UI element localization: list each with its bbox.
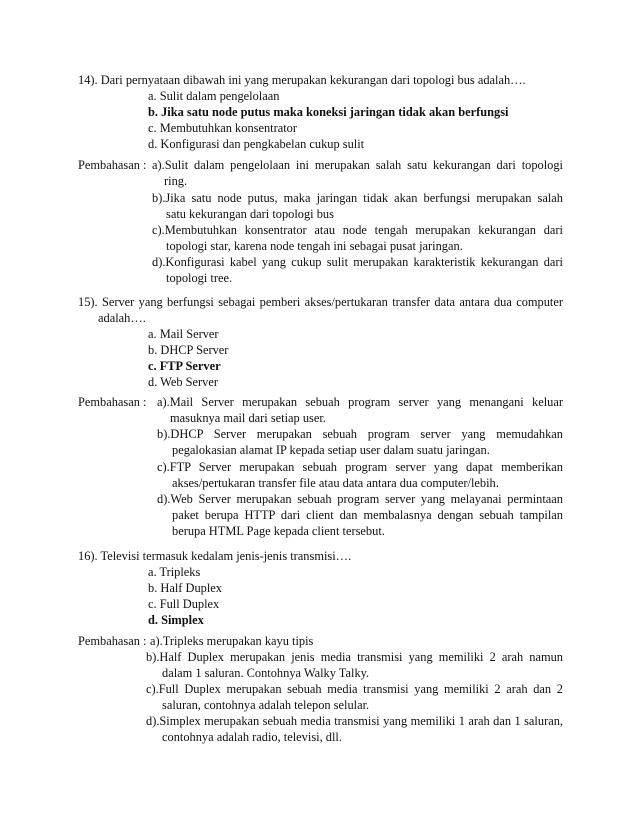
q15-explanation-c-cont: akses/pertukaran transfer file atau data antara dua computer/lebih. bbox=[172, 476, 499, 490]
q14-option-a: a. Sulit dalam pengelolaan bbox=[148, 89, 280, 103]
q14-option-d: d. Konfigurasi dan pengkabelan cukup sulit bbox=[148, 137, 365, 151]
q14-option-b: b. Jika satu node putus maka koneksi jaringan tidak akan berfungsi bbox=[148, 105, 509, 119]
q16-question: 16). Televisi termasuk kedalam jenis-jenis transmisi…. bbox=[78, 549, 352, 563]
q14-explanation-d: d).Konfigurasi kabel yang cukup sulit merupakan karakteristik kekurangan dari bbox=[152, 255, 563, 269]
q15-option-d: d. Web Server bbox=[148, 375, 218, 389]
q15-question-cont: adalah…. bbox=[98, 311, 146, 325]
q16-option-b: b. Half Duplex bbox=[148, 581, 222, 595]
q16-pembahasan-label: Pembahasan : bbox=[78, 634, 147, 648]
q15-explanation-a-cont: masuknya mail dari setiap user. bbox=[170, 411, 326, 425]
q14-explanation-b-cont: satu kekurangan dari topologi bus bbox=[166, 207, 334, 221]
q15-explanation-d: d).Web Server merupakan sebuah program server yang melayanai permintaan bbox=[157, 492, 563, 506]
q14-explanation-a-cont: ring. bbox=[164, 174, 188, 188]
q16-explanation-c: c).Full Duplex merupakan sebuah media transmisi yang memiliki 2 arah dan 2 bbox=[146, 682, 563, 696]
q16-explanation-c-cont: saluran, contohnya adalah telepon selular. bbox=[162, 698, 370, 712]
q15-option-a: a. Mail Server bbox=[148, 327, 219, 341]
q15-explanation-c: c).FTP Server merupakan sebuah program server yang dapat memberikan bbox=[157, 460, 563, 474]
q14-question: 14). Dari pernyataan dibawah ini yang merupakan kekurangan dari topologi bus adalah…. bbox=[78, 73, 526, 87]
q15-explanation-b: b).DHCP Server merupakan sebuah program server yang memudahkan bbox=[157, 427, 563, 441]
q14-explanation-c: c).Membutuhkan konsentrator atau node tengah merupakan kekurangan dari bbox=[152, 223, 563, 237]
q16-explanation-b-cont: dalam 1 saluran. Contohnya Walky Talky. bbox=[162, 666, 370, 680]
q16-explanation-d: d).Simplex merupakan sebuah media transmisi yang memiliki 1 arah dan 1 saluran, bbox=[146, 714, 563, 728]
q15-option-c: c. FTP Server bbox=[148, 359, 221, 373]
q15-question: 15). Server yang berfungsi sebagai pemberi akses/pertukaran transfer data antara dua computer bbox=[78, 295, 563, 309]
q14-explanation-a: a).Sulit dalam pengelolaan ini merupakan salah satu kekurangan dari topologi bbox=[152, 158, 563, 172]
q15-explanation-d-cont2: berupa HTML Page kepada client tersebut. bbox=[172, 524, 385, 538]
q14-option-c: c. Membutuhkan konsentrator bbox=[148, 121, 297, 135]
q15-explanation-d-cont: paket berupa HTTP dari client dan membalasnya dengan sebuah tampilan bbox=[172, 508, 563, 522]
q15-explanation-b-cont: pegalokasian alamat IP kepada setiap user dalam suatu jaringan. bbox=[172, 443, 490, 457]
q14-explanation-c-cont: topologi star, karena node tengah ini sebagai pusat jaringan. bbox=[166, 239, 463, 253]
q14-explanation-b: b).Jika satu node putus, maka jaringan tidak akan berfungsi merupakan salah bbox=[152, 191, 563, 205]
q16-explanation-b: b).Half Duplex merupakan jenis media transmisi yang memiliki 2 arah namun bbox=[146, 650, 563, 664]
q16-option-a: a. Tripleks bbox=[148, 565, 201, 579]
q16-explanation-a: a).Tripleks merupakan kayu tipis bbox=[150, 634, 314, 648]
q16-option-d: d. Simplex bbox=[148, 613, 204, 627]
q16-option-c: c. Full Duplex bbox=[148, 597, 220, 611]
q15-explanation-a: a).Mail Server merupakan sebuah program server yang menangani keluar bbox=[157, 395, 563, 409]
q15-pembahasan-label: Pembahasan : bbox=[78, 395, 147, 409]
q16-explanation-d-cont: contohnya adalah radio, televisi, dll. bbox=[162, 730, 342, 744]
q15-option-b: b. DHCP Server bbox=[148, 343, 229, 357]
q14-pembahasan-label: Pembahasan : bbox=[78, 158, 147, 172]
q14-explanation-d-cont: topologi tree. bbox=[166, 271, 233, 285]
